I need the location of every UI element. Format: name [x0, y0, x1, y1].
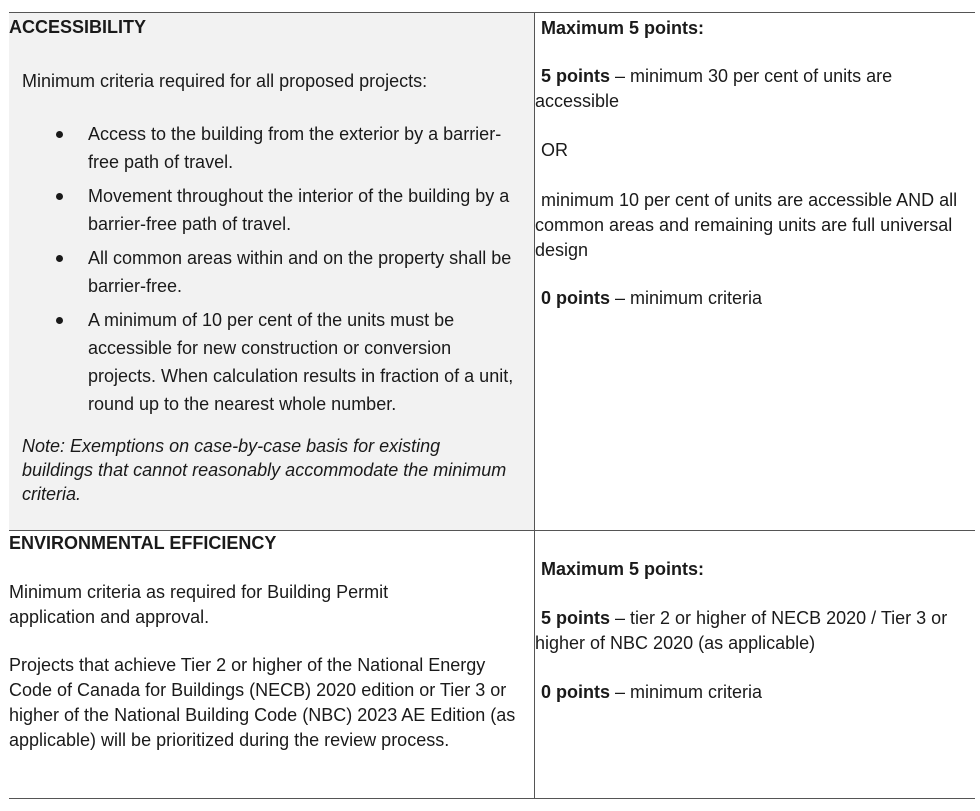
environmental-heading: ENVIRONMENTAL EFFICIENCY — [9, 533, 277, 553]
list-item: Movement throughout the interior of the building by a barrier-free path of travel. — [22, 182, 522, 238]
table-top-border — [9, 12, 975, 13]
accessibility-zero-points: 0 points – minimum criteria — [541, 288, 763, 308]
bullet-icon — [56, 131, 63, 138]
environmental-intro: Minimum criteria as required for Building Permit application and approval. — [9, 582, 389, 627]
environmental-body: Projects that achieve Tier 2 or higher of the National Energy Code of Canada for Buildings (NECB) 2020 edition or Tier 3 or higher of the National Building Code (NBC) 2023 AE Edition (as applicable) will be prioritized during the review process. — [9, 655, 516, 750]
environmental-zero-points: 0 points – minimum criteria — [541, 682, 763, 702]
list-item: All common areas within and on the property shall be barrier-free. — [22, 244, 522, 300]
accessibility-five-points: 5 points – minimum 30 per cent of units are accessible — [535, 66, 893, 111]
bullet-icon — [56, 317, 63, 324]
points-label: 5 points — [541, 66, 611, 86]
accessibility-or: OR — [541, 140, 568, 160]
points-label: 0 points — [541, 682, 611, 702]
table-bottom-border — [9, 798, 975, 799]
bullet-icon — [56, 193, 63, 200]
environmental-max-points: Maximum 5 points: — [541, 559, 705, 579]
list-item: Access to the building from the exterior by a barrier-free path of travel. — [22, 120, 522, 176]
accessibility-max-points: Maximum 5 points: — [541, 18, 705, 38]
accessibility-note: Note: Exemptions on case-by-case basis for existing buildings that cannot reasonably accommodate the minimum criteria. — [22, 436, 507, 504]
bullet-icon — [56, 255, 63, 262]
accessibility-heading: ACCESSIBILITY — [9, 17, 147, 37]
accessibility-alt-criteria: minimum 10 per cent of units are accessible AND all common areas and remaining units are full universal design — [535, 190, 958, 260]
environmental-five-points: 5 points – tier 2 or higher of NECB 2020 / Tier 3 or higher of NBC 2020 (as applicable) — [535, 608, 948, 653]
accessibility-intro: Minimum criteria required for all proposed projects: — [22, 71, 428, 91]
list-item: A minimum of 10 per cent of the units must be accessible for new construction or conversion projects. When calculation results in fraction of a unit, round up to the nearest whole number. — [22, 306, 522, 418]
points-label: 5 points — [541, 608, 611, 628]
accessibility-criteria-list — [22, 120, 522, 424]
points-label: 0 points — [541, 288, 611, 308]
table-column-divider — [534, 12, 535, 799]
